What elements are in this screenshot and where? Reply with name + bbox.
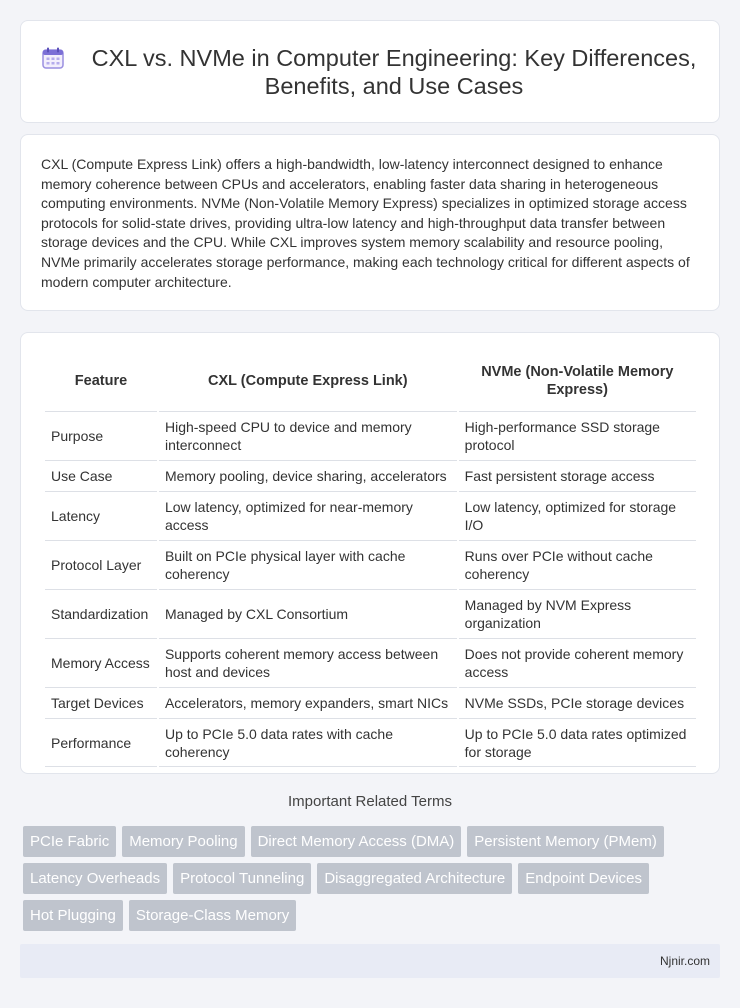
- table-row: [45, 589, 696, 638]
- header-nvme: NVMe (Non-Volatile Memory Express): [481, 364, 674, 398]
- row-cxl: Accelerators, memory expanders, smart NICs: [159, 687, 457, 718]
- row-nvme: Low latency, optimized for storage I/O: [459, 491, 696, 540]
- footer-brand[interactable]: Njnir.com: [659, 954, 710, 968]
- row-feature: Standardization: [45, 589, 157, 638]
- term-tag[interactable]: PCIe Fabric: [23, 826, 116, 857]
- term-tag[interactable]: Storage-Class Memory: [129, 900, 296, 931]
- term-tag[interactable]: Disaggregated Architecture: [317, 863, 512, 894]
- row-nvme: Fast persistent storage access: [459, 460, 696, 491]
- table-row: [45, 491, 696, 540]
- row-feature: Memory Access: [45, 638, 157, 687]
- term-tag[interactable]: Hot Plugging: [23, 900, 123, 931]
- table-row: [45, 718, 696, 767]
- comparison-table: [43, 351, 698, 767]
- row-feature: Latency: [45, 491, 157, 540]
- row-cxl: Built on PCIe physical layer with cache coherency: [159, 540, 457, 589]
- row-cxl: High-speed CPU to device and memory interconnect: [159, 411, 457, 460]
- table-row: [45, 687, 696, 718]
- table-row: [45, 411, 696, 460]
- row-nvme: High-performance SSD storage protocol: [459, 411, 696, 460]
- header-feature: Feature: [74, 373, 128, 389]
- table-row: [45, 638, 696, 687]
- row-nvme: Runs over PCIe without cache coherency: [459, 540, 696, 589]
- row-cxl: Supports coherent memory access between host and devices: [159, 638, 457, 687]
- header-card: [20, 20, 720, 123]
- row-cxl: Managed by CXL Consortium: [159, 589, 457, 638]
- page-title: CXL vs. NVMe in Computer Engineering: Key Differences, Benefits, and Use Cases: [91, 44, 697, 99]
- row-nvme: Up to PCIe 5.0 data rates optimized for storage: [459, 718, 696, 767]
- row-cxl: Up to PCIe 5.0 data rates with cache coherency: [159, 718, 457, 767]
- calendar-icon: [41, 46, 65, 70]
- row-feature: Performance: [45, 718, 157, 767]
- footer-bar: [20, 944, 720, 978]
- term-tag[interactable]: Latency Overheads: [23, 863, 167, 894]
- row-feature: Use Case: [45, 460, 157, 491]
- table-row: [45, 460, 696, 491]
- row-feature: Protocol Layer: [45, 540, 157, 589]
- comparison-table-card: [20, 332, 720, 774]
- row-cxl: Low latency, optimized for near-memory access: [159, 491, 457, 540]
- term-tag[interactable]: Direct Memory Access (DMA): [251, 826, 462, 857]
- intro-paragraph: CXL (Compute Express Link) offers a high-bandwidth, low-latency interconnect designed to enhance memory coherence between CPUs and accelerators, enabling faster data sharing in heterogeneous computing environments. NVMe (Non-Volatile Memory Express) specializes in optimized storage access protocols for solid-state drives, providing ultra-low latency and high-throughput data transfer between storage devices and the CPU. While CXL improves system memory scalability and resource pooling, NVMe primarily accelerates storage performance, making each technology critical for different aspects of modern computer architecture.: [41, 156, 690, 290]
- term-tag[interactable]: Protocol Tunneling: [173, 863, 311, 894]
- row-nvme: NVMe SSDs, PCIe storage devices: [459, 687, 696, 718]
- intro-card: [20, 134, 720, 311]
- related-terms-title: Important Related Terms: [288, 793, 452, 810]
- row-nvme: Does not provide coherent memory access: [459, 638, 696, 687]
- term-tag[interactable]: Persistent Memory (PMem): [467, 826, 664, 857]
- header-cxl: CXL (Compute Express Link): [208, 373, 408, 389]
- table-header-row: [45, 351, 696, 411]
- related-terms-list: [23, 826, 723, 937]
- term-tag[interactable]: Memory Pooling: [122, 826, 244, 857]
- row-cxl: Memory pooling, device sharing, accelerators: [159, 460, 457, 491]
- table-row: [45, 540, 696, 589]
- row-feature: Target Devices: [45, 687, 157, 718]
- row-nvme: Managed by NVM Express organization: [459, 589, 696, 638]
- row-feature: Purpose: [45, 411, 157, 460]
- term-tag[interactable]: Endpoint Devices: [518, 863, 649, 894]
